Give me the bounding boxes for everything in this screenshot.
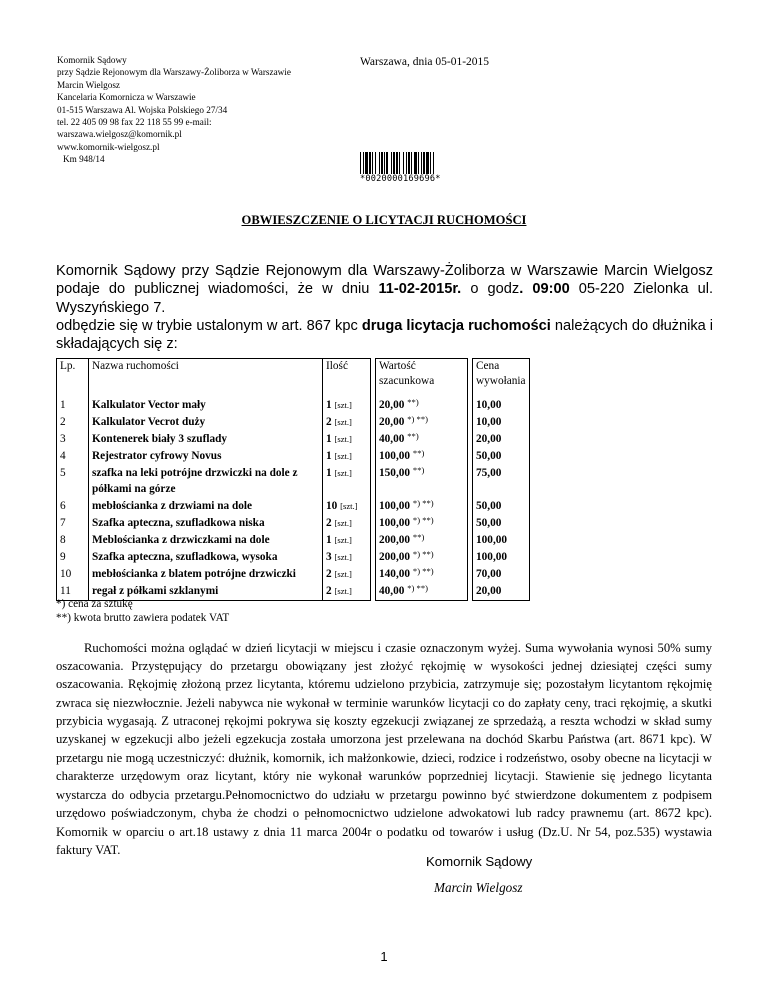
row-name: Kalkulator Vector mały (89, 397, 323, 414)
row-value: 200,00 *) **) (376, 549, 468, 566)
header-line: Kancelaria Komornicza w Warszawie (57, 92, 196, 103)
row-lp: 6 (57, 498, 89, 515)
header-line: Komornik Sądowy (57, 55, 127, 65)
row-name: szafka na leki potrójne drzwiczki na dole z półkami na górze (89, 465, 323, 498)
signature-name: Marcin Wielgosz (434, 880, 523, 895)
row-lp: 10 (57, 566, 89, 583)
header-line: Marcin Wielgosz (57, 79, 120, 90)
table-header-row (57, 359, 530, 398)
row-price: 20,00 (473, 431, 530, 448)
row-qty: 2 [szt.] (323, 583, 371, 601)
row-lp: 8 (57, 532, 89, 549)
row-lp: 2 (57, 414, 89, 431)
signature-role: Komornik Sądowy (426, 854, 533, 869)
row-lp: 5 (57, 465, 89, 498)
table-row (57, 465, 530, 498)
row-value: 20,00 **) (376, 397, 468, 414)
row-name: Meblościanka z drzwiczkami na dole (89, 532, 323, 549)
table-row (57, 414, 530, 431)
header-qty: Ilość (323, 359, 371, 398)
row-qty: 10 [szt.] (323, 498, 371, 515)
row-lp: 7 (57, 515, 89, 532)
document-title: OBWIESZCZENIE O LICYTACJI RUCHOMOŚCI (241, 213, 527, 227)
header-value: Wartość szacunkowa (376, 359, 468, 398)
header-line: 01-515 Warszawa Al. Wojska Polskiego 27/34 (57, 104, 228, 115)
table-notes (56, 598, 229, 625)
note-per-piece: *) cena za sztukę (56, 598, 133, 610)
table-row (57, 515, 530, 532)
header-name: Nazwa ruchomości (89, 359, 323, 398)
row-name: Szafka apteczna, szufladkowa, wysoka (89, 549, 323, 566)
case-number: Km 948/14 (63, 154, 105, 165)
barcode-bars (360, 152, 474, 174)
row-name: mebłościanka z drzwiami na dole (89, 498, 323, 515)
row-price: 100,00 (473, 532, 530, 549)
intro-text: o godz (461, 281, 520, 298)
row-qty: 1 [szt.] (323, 397, 371, 414)
row-qty: 2 [szt.] (323, 566, 371, 583)
row-value: 200,00 **) (376, 532, 468, 549)
intro-text: odbędzie się w trybie ustalonym w art. 867 kpc (56, 318, 362, 334)
table-row (57, 566, 530, 583)
row-value: 140,00 *) **) (376, 566, 468, 583)
row-name: Szafka apteczna, szufladkowa niska (89, 515, 323, 532)
row-name: Kontenerek biały 3 szuflady (89, 431, 323, 448)
auction-type: druga licytacja ruchomości (361, 318, 551, 334)
row-value: 20,00 *) **) (376, 414, 468, 431)
barcode-text: *0020000169696* (360, 174, 441, 184)
table-row (57, 549, 530, 566)
bailiff-header (57, 54, 291, 166)
document-date: Warszawa, dnia 05-01-2015 (360, 56, 490, 68)
row-value: 100,00 *) **) (376, 515, 468, 532)
row-value: 150,00 **) (376, 465, 468, 498)
row-value: 100,00 *) **) (376, 498, 468, 515)
row-value: 40,00 *) **) (376, 583, 468, 601)
barcode (360, 152, 474, 184)
intro-line2 (56, 317, 716, 354)
items-table (56, 358, 530, 601)
row-name: mebłościanka z blatem potrójne drzwiczki (89, 566, 323, 583)
row-qty: 1 [szt.] (323, 448, 371, 465)
row-price: 50,00 (473, 498, 530, 515)
row-name: regał z półkami szklanymi (89, 583, 323, 601)
table-row (57, 431, 530, 448)
row-lp: 3 (57, 431, 89, 448)
row-qty: 3 [szt.] (323, 549, 371, 566)
row-lp: 11 (57, 583, 89, 601)
intro-text: 05-220 Zielonka ul. Wyszyńskiego 7. (56, 281, 714, 316)
table-row (57, 397, 530, 414)
header-line: www.komornik-wielgosz.pl (57, 141, 160, 152)
row-qty: 2 [szt.] (323, 414, 371, 431)
note-vat: **) kwota brutto zawiera podatek VAT (56, 611, 230, 624)
header-line: przy Sądzie Rejonowym dla Warszawy-Żoliborza w Warszawie (57, 67, 291, 78)
auction-date: 11-02-2015r. (378, 281, 462, 298)
row-price: 20,00 (473, 583, 530, 601)
header-line: warszawa.wielgosz@komornik.pl (57, 129, 182, 140)
row-qty: 1 [szt.] (323, 431, 371, 448)
row-qty: 2 [szt.] (323, 515, 371, 532)
header-price: Cena wywołania (473, 359, 530, 398)
terms-paragraph: Ruchomości można oglądać w dzień licytacji w miejscu i czasie oznaczonym wyżej. Suma wywołania wynosi 50% sumy oszacowania. Przystępujący do przetargu obowiązany jest złożyć rękojmię w wysokości jednej dziesiątej części sumy oszacowania. Rękojmię złożoną przez licytanta, któremu udzielono przybicia, zatrzymuje się; pozostałym licytantom rękojmię zwraca się niezwłocznie. Jeżeli nabywca nie wykonał w terminie warunków licytacji co do zapłaty ceny, traci rękojmię, a skutki przybicia wygasają. Z utraconej rękojmi pokrywa się koszty egzekucji związanej ze sprzedażą, a reszta wchodzi w skład sumy uzyskanej w egzekucji albo jeżeli egzekucja została umorzona jest przelewana na dochód Skarbu Państwa (art. 8671 kpc). W przetargu nie mogą uczestniczyć: dłużnik, komornik, ich małżonkowie, dzieci, rodzice i rodzeństwo, osoby obecne na licytacji w charakterze urzędowym oraz licytant, który nie wykonał warunków poprzedniej licytacji. Stawienie się jednego licytanta wystarcza do odbycia przetargu.Pełnomocnictwo do udziału w przetargu powinno być stwierdzone dokumentem z podpisem urzędowo poświadczonym, chyba że chodzi o pełnomocnictwo udzielone adwokatowi lub radcy prawnemu (art. 8672 kpc). Komornik w oparciu o art.18 ustawy z dnia 11 marca 2004r o podatku od towarów i usług (Dz.U. Nr 54, poz.535) wystawia faktury VAT. (56, 641, 713, 858)
intro-text: Komornik Sądowy przy Sądzie Rejonowym dla Warszawy-Żoliborza w Warszawie Marcin Wielgosz podaje do publicznej wiadomości, że w dniu (56, 263, 713, 298)
row-price: 70,00 (473, 566, 530, 583)
row-value: 40,00 **) (376, 431, 468, 448)
table-row (57, 448, 530, 465)
row-name: Rejestrator cyfrowy Novus (89, 448, 323, 465)
auction-time: . 09:00 (519, 281, 570, 298)
row-qty: 1 [szt.] (323, 465, 371, 498)
row-qty: 1 [szt.] (323, 532, 371, 549)
page-number: 1 (380, 949, 388, 964)
row-lp: 9 (57, 549, 89, 566)
row-value: 100,00 **) (376, 448, 468, 465)
table-row (57, 498, 530, 515)
intro-paragraph (56, 262, 713, 317)
row-price: 75,00 (473, 465, 530, 498)
header-line: tel. 22 405 09 98 fax 22 118 55 99 e-mail: (57, 117, 212, 128)
row-lp: 1 (57, 397, 89, 414)
row-lp: 4 (57, 448, 89, 465)
row-price: 10,00 (473, 414, 530, 431)
intro-text: należących do dłużnika i składających się z: (56, 318, 714, 353)
table-row (57, 532, 530, 549)
row-price: 50,00 (473, 448, 530, 465)
header-lp: Lp. (57, 359, 89, 398)
row-name: Kalkulator Vecrot duży (89, 414, 323, 431)
row-price: 100,00 (473, 549, 530, 566)
row-price: 50,00 (473, 515, 530, 532)
row-price: 10,00 (473, 397, 530, 414)
